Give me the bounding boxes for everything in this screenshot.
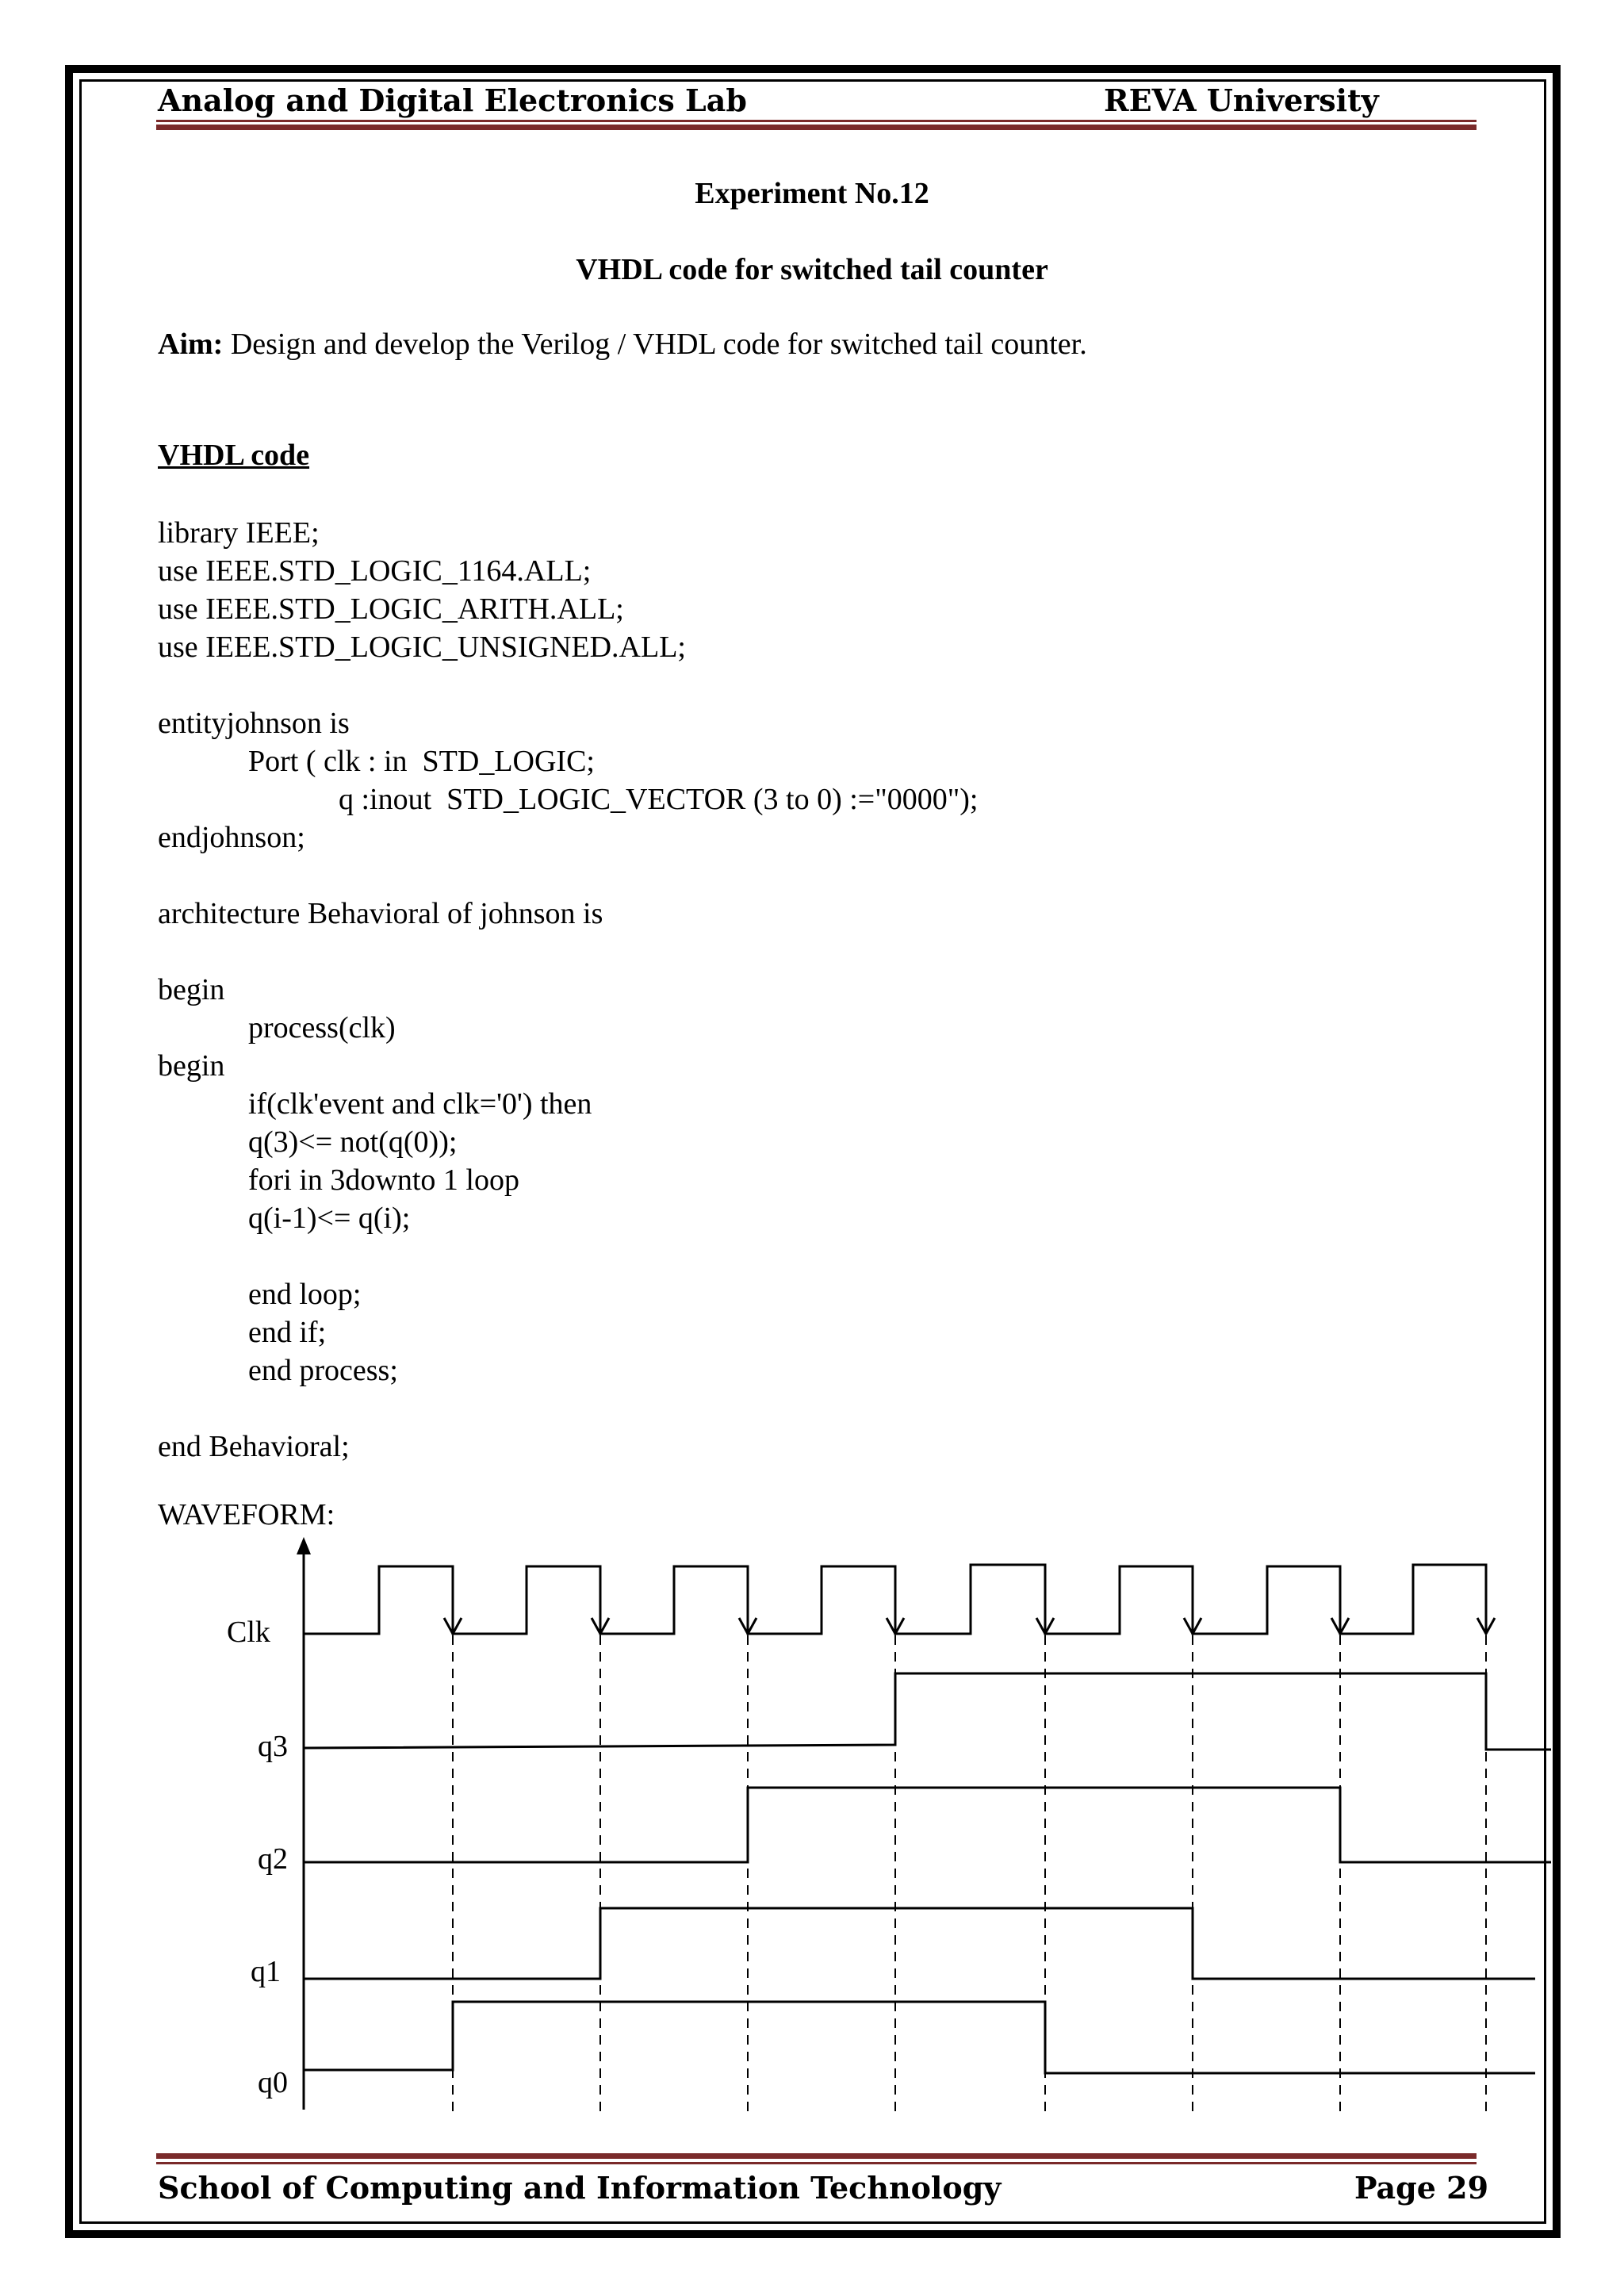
code-line: end process; [158,1354,398,1387]
q3-waveform [304,1673,1551,1750]
code-line: use IEEE.STD_LOGIC_1164.ALL; [158,554,592,588]
experiment-number: Experiment No.12 [695,177,929,210]
header-university: REVA University [1104,82,1379,118]
code-line: Port ( clk : in STD_LOGIC; [158,745,595,778]
code-line: q(3)<= not(q(0)); [158,1125,458,1159]
code-line: process(clk) [158,1011,396,1045]
code-line: fori in 3downto 1 loop [158,1163,519,1197]
code-line: use IEEE.STD_LOGIC_UNSIGNED.ALL; [158,631,686,664]
q1-waveform [304,1908,1535,1979]
code-line: entityjohnson is [158,707,350,740]
clk-waveform [304,1565,1486,1634]
code-line: use IEEE.STD_LOGIC_ARITH.ALL; [158,592,624,626]
code-line: q(i-1)<= q(i); [158,1202,411,1235]
footer-page-number: Page 29 [1354,2170,1489,2206]
axis-arrow-icon [297,1537,311,1554]
code-line: q :inout STD_LOGIC_VECTOR (3 to 0) :="0000"); [158,783,979,816]
footer-rule-thin [156,2162,1477,2164]
code-line: if(clk'event and clk='0') then [158,1087,592,1121]
signal-label-q2: q2 [258,1842,288,1876]
signal-label-q1: q1 [251,1955,281,1988]
q2-waveform [304,1788,1551,1862]
footer-school: School of Computing and Information Technology [158,2170,1002,2206]
code-line: end if; [158,1316,327,1349]
code-line: architecture Behavioral of johnson is [158,897,603,930]
aim-label: Aim: [158,328,224,361]
code-line: end Behavioral; [158,1430,350,1463]
signal-label-q3: q3 [258,1730,288,1763]
code-line: endjohnson; [158,821,305,854]
edge-guides [453,1635,1486,2116]
aim-text: Design and develop the Verilog / VHDL code for switched tail counter. [223,328,1087,361]
code-line: begin [158,1049,225,1083]
code-line: end loop; [158,1278,362,1311]
code-line: begin [158,973,225,1006]
waveform-heading: WAVEFORM: [158,1498,335,1531]
experiment-title: VHDL code for switched tail counter [576,253,1048,286]
section-heading-vhdl-code: VHDL code [158,439,310,472]
q0-waveform [304,2002,1535,2073]
code-line: library IEEE; [158,516,320,550]
signal-label-q0: q0 [258,2066,288,2099]
footer-rule-thick [156,2153,1477,2159]
signal-label-clk: Clk [227,1616,270,1649]
header-course-title: Analog and Digital Electronics Lab [158,82,747,118]
